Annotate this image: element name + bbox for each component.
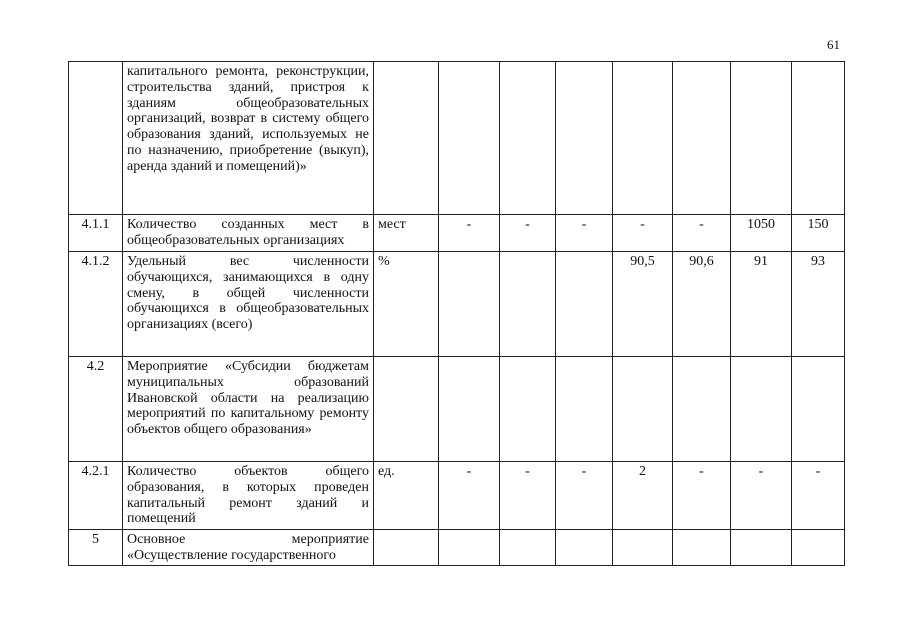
value-cell: - <box>439 462 500 530</box>
indicator-name-cell: Основное мероприятие «Осуществление государственного <box>123 530 374 566</box>
indicator-name-cell: Количество объектов общего образования, в которых проведен капитальный ремонт зданий и помещений <box>123 462 374 530</box>
value-cell: 150 <box>792 215 845 252</box>
unit-cell: ед. <box>374 462 439 530</box>
table-row <box>69 357 845 462</box>
value-cell: 93 <box>792 252 845 357</box>
value-cell: - <box>500 462 556 530</box>
indicator-name-cell: Удельный вес численности обучающихся, занимающихся в одну смену, в общей численности обучающихся в общеобразовательных организациях (всего) <box>123 252 374 357</box>
value-cell <box>731 357 792 462</box>
value-cell: - <box>673 462 731 530</box>
value-cell <box>556 62 613 215</box>
value-cell <box>613 357 673 462</box>
table-row <box>69 215 845 252</box>
value-cell <box>439 357 500 462</box>
value-cell <box>500 357 556 462</box>
table-row <box>69 462 845 530</box>
value-cell <box>439 530 500 566</box>
value-cell: 90,6 <box>673 252 731 357</box>
value-cell <box>613 62 673 215</box>
value-cell: - <box>500 215 556 252</box>
indicators-table <box>68 61 845 566</box>
table-row <box>69 62 845 215</box>
row-number-cell: 4.1.2 <box>69 252 123 357</box>
indicator-name-cell: Мероприятие «Субсидии бюджетам муниципальных образований Ивановской области на реализацию мероприятий по капитальному ремонту объектов общего образования» <box>123 357 374 462</box>
indicator-name-cell: капитального ремонта, реконструкции, строительства зданий, пристроя к зданиям общеобразовательных организаций, возврат в систему общего образования зданий, используемых не по назначению, приобретение (выкуп), аренда зданий и помещений)» <box>123 62 374 215</box>
value-cell <box>673 357 731 462</box>
value-cell <box>556 530 613 566</box>
value-cell <box>556 252 613 357</box>
value-cell: - <box>613 215 673 252</box>
value-cell: - <box>439 215 500 252</box>
table-body <box>69 62 845 566</box>
value-cell: - <box>792 462 845 530</box>
unit-cell: мест <box>374 215 439 252</box>
value-cell <box>500 62 556 215</box>
value-cell: 1050 <box>731 215 792 252</box>
value-cell: 2 <box>613 462 673 530</box>
value-cell <box>439 62 500 215</box>
value-cell <box>792 530 845 566</box>
value-cell: - <box>731 462 792 530</box>
row-number-cell: 4.1.1 <box>69 215 123 252</box>
value-cell <box>792 62 845 215</box>
value-cell: - <box>556 462 613 530</box>
value-cell: 90,5 <box>613 252 673 357</box>
value-cell <box>613 530 673 566</box>
value-cell <box>500 252 556 357</box>
row-number-cell: 4.2 <box>69 357 123 462</box>
table-row <box>69 530 845 566</box>
unit-cell: % <box>374 252 439 357</box>
page-number: 61 <box>827 37 840 52</box>
value-cell <box>731 62 792 215</box>
row-number-cell <box>69 62 123 215</box>
value-cell <box>673 530 731 566</box>
value-cell: 91 <box>731 252 792 357</box>
row-number-cell: 4.2.1 <box>69 462 123 530</box>
value-cell <box>731 530 792 566</box>
value-cell: - <box>673 215 731 252</box>
value-cell <box>500 530 556 566</box>
indicator-name-cell: Количество созданных мест в общеобразовательных организациях <box>123 215 374 252</box>
value-cell <box>556 357 613 462</box>
value-cell <box>439 252 500 357</box>
unit-cell <box>374 530 439 566</box>
value-cell <box>792 357 845 462</box>
unit-cell <box>374 357 439 462</box>
value-cell: - <box>556 215 613 252</box>
value-cell <box>673 62 731 215</box>
unit-cell <box>374 62 439 215</box>
row-number-cell: 5 <box>69 530 123 566</box>
table-row <box>69 252 845 357</box>
